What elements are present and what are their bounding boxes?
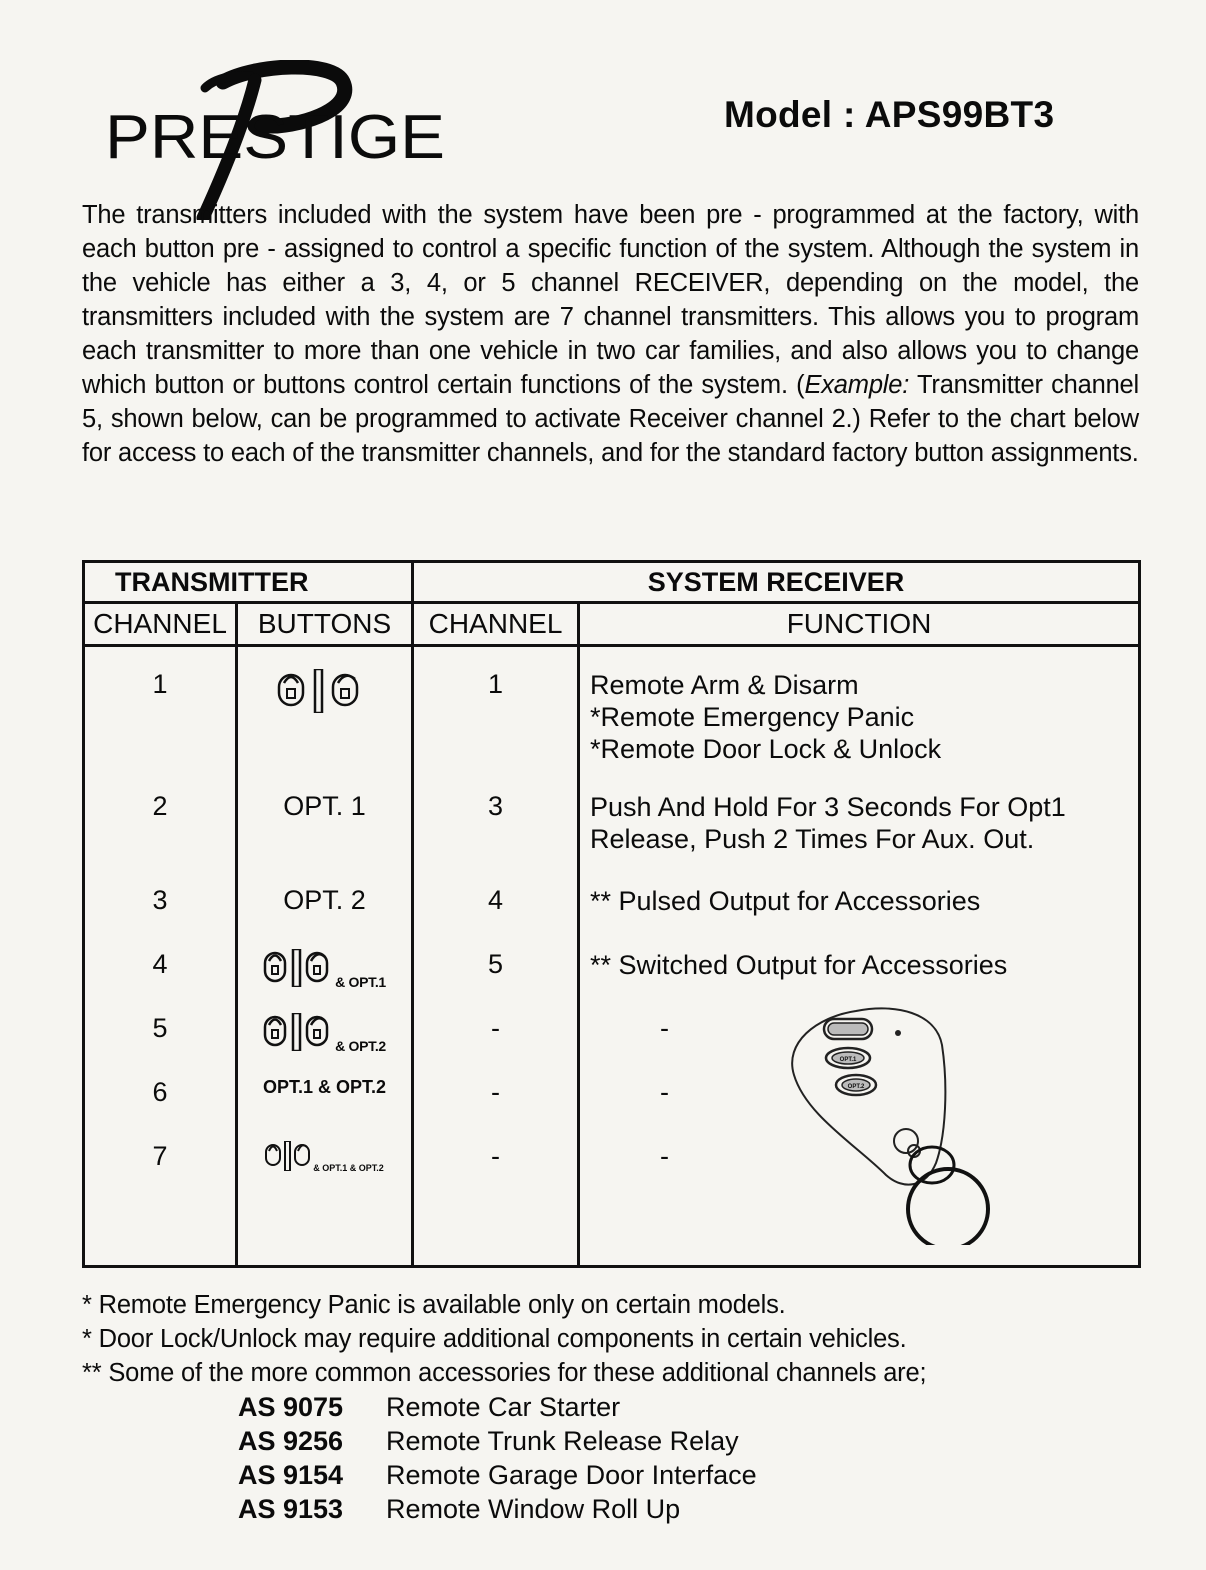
accessory-code: AS 9075	[238, 1392, 344, 1422]
function-line: ** Pulsed Output for Accessories	[590, 886, 981, 916]
table-row	[84, 777, 1140, 871]
function-cell	[579, 646, 1140, 778]
rx-channel: -	[413, 1127, 579, 1191]
rx-channel: 3	[413, 777, 579, 871]
footnote: * Remote Emergency Panic is available only on certain models.	[82, 1291, 786, 1319]
remote-transmitter-illustration	[786, 1005, 996, 1245]
function-line: *Remote Door Lock & Unlock	[590, 734, 942, 764]
accessory-code: AS 9256	[238, 1426, 344, 1456]
function-line: Push And Hold For 3 Seconds For Opt1	[590, 792, 1066, 822]
lock-unlock-buttons-icon	[263, 1013, 335, 1051]
function-line: -	[660, 1013, 670, 1043]
buttons-label: & OPT.1 & OPT.2	[313, 1163, 384, 1173]
tx-channel: 4	[84, 935, 237, 999]
header-system-receiver: SYSTEM RECEIVER	[413, 562, 1140, 603]
lock-unlock-buttons-icon	[275, 669, 375, 713]
accessory-item	[238, 1458, 757, 1492]
rx-channel: -	[413, 1063, 579, 1127]
function-line: Release, Push 2 Times For Aux. Out.	[590, 824, 1035, 854]
intro-text-2: Transmitter channel 5, shown below, can be programmed to activate Receiver channel 2.) Refer to the chart below for access to each of the transmitter channels, and for the standard factory button assignments.	[82, 371, 1139, 467]
rx-channel: 4	[413, 871, 579, 935]
intro-example-label: Example:	[804, 371, 910, 399]
buttons-cell	[237, 935, 413, 999]
buttons-cell	[237, 999, 413, 1063]
table-row	[84, 871, 1140, 935]
footnote: ** Some of the more common accessories for these additional channels are;	[82, 1359, 927, 1387]
intro-paragraph	[82, 198, 1139, 470]
function-line: *Remote Emergency Panic	[590, 702, 915, 732]
prestige-logo	[105, 60, 455, 220]
function-line: ** Switched Output for Accessories	[590, 950, 1008, 980]
buttons-cell	[237, 1127, 413, 1191]
accessory-item	[238, 1492, 757, 1526]
function-line: -	[660, 1077, 670, 1107]
accessory-code: AS 9153	[238, 1494, 344, 1524]
function-line: -	[660, 1141, 670, 1171]
tx-channel: 2	[84, 777, 237, 871]
model-label: Model : APS99BT3	[724, 94, 1055, 135]
lock-unlock-buttons-icon	[265, 1141, 313, 1171]
key-fob-icon	[786, 1005, 996, 1245]
buttons-cell: OPT.1 & OPT.2	[237, 1063, 413, 1127]
fob-opt2-label: OPT.2	[847, 1084, 865, 1090]
rx-channel: -	[413, 999, 579, 1063]
rx-channel: 1	[413, 646, 579, 778]
buttons-label: & OPT.2	[335, 1038, 386, 1054]
function-cell	[579, 871, 1140, 935]
footnotes	[82, 1288, 1162, 1390]
intro-text-1: The transmitters included with the system have been pre - programmed at the factory, with each button pre - assigned to control a specific function of the system. Although the system in the vehicle has either a 3, 4, or 5 channel RECEIVER, depending on the model, the transmitters included with the system are 7 channel transmitters. This allows you to program each transmitter to more than one vehicle in two car families, and also allows you to change which button or buttons control certain functions of the system. (	[82, 201, 1139, 399]
buttons-cell: OPT. 1	[237, 777, 413, 871]
tx-channel: 5	[84, 999, 237, 1063]
header-rx-channel: CHANNEL	[413, 603, 579, 646]
function-cell	[579, 777, 1140, 871]
accessory-name: Remote Car Starter	[386, 1392, 621, 1422]
header-function: FUNCTION	[579, 603, 1140, 646]
buttons-label: & OPT.1	[335, 974, 386, 990]
fob-opt1-label: OPT.1	[839, 1057, 857, 1063]
tx-channel: 1	[84, 646, 237, 778]
tx-channel: 7	[84, 1127, 237, 1191]
logo-text: PRESTIGE	[105, 103, 445, 172]
accessory-code: AS 9154	[238, 1460, 344, 1490]
accessory-name: Remote Garage Door Interface	[386, 1460, 757, 1490]
accessory-name: Remote Trunk Release Relay	[386, 1426, 739, 1456]
header-buttons: BUTTONS	[237, 603, 413, 646]
function-line: Remote Arm & Disarm	[590, 670, 859, 700]
tx-channel: 6	[84, 1063, 237, 1127]
prestige-logo-graphic	[105, 60, 455, 220]
accessory-item	[238, 1390, 757, 1424]
accessory-name: Remote Window Roll Up	[386, 1494, 681, 1524]
tx-channel: 3	[84, 871, 237, 935]
function-cell	[579, 935, 1140, 999]
header-tx-channel: CHANNEL	[84, 603, 237, 646]
table-row	[84, 935, 1140, 999]
lock-unlock-buttons-icon	[263, 949, 335, 987]
accessory-item	[238, 1424, 757, 1458]
rx-channel: 5	[413, 935, 579, 999]
accessory-list	[238, 1390, 757, 1526]
buttons-cell: OPT. 2	[237, 871, 413, 935]
table-row	[84, 646, 1140, 778]
buttons-cell	[237, 646, 413, 778]
header-transmitter: TRANSMITTER	[84, 562, 413, 603]
footnote: * Door Lock/Unlock may require additional components in certain vehicles.	[82, 1325, 907, 1353]
